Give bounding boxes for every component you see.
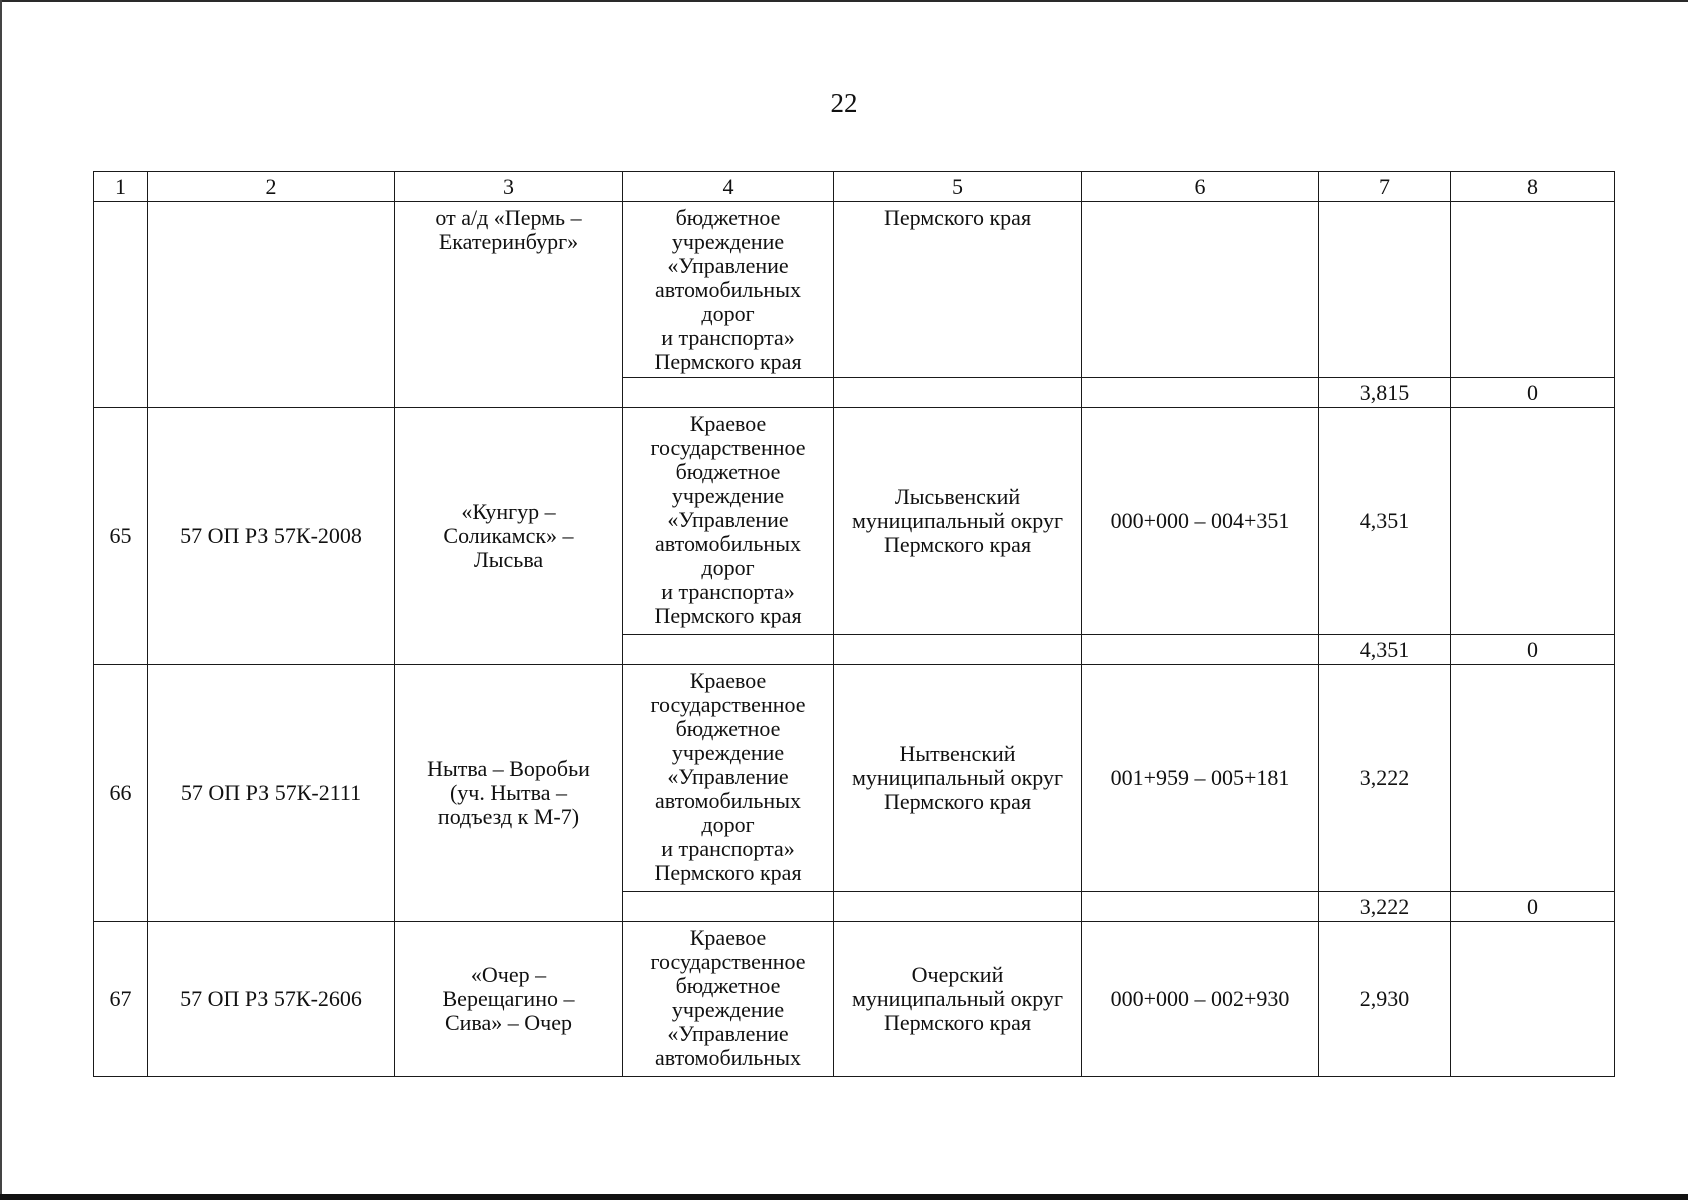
cell-district: Нытвенский муниципальный округ Пермского края bbox=[834, 665, 1082, 892]
cell-length: 3,222 bbox=[1319, 665, 1451, 892]
cell-zero: 0 bbox=[1451, 892, 1615, 922]
cell-code bbox=[148, 202, 395, 408]
column-header: 8 bbox=[1451, 172, 1615, 202]
cell-empty bbox=[1082, 892, 1319, 922]
cell-district: Пермского края bbox=[834, 202, 1082, 378]
column-header: 5 bbox=[834, 172, 1082, 202]
cell-number: 67 bbox=[94, 922, 148, 1077]
cell-code: 57 ОП РЗ 57К-2606 bbox=[148, 922, 395, 1077]
cell-empty bbox=[1082, 635, 1319, 665]
column-header: 2 bbox=[148, 172, 395, 202]
cell-km-range: 000+000 – 002+930 bbox=[1082, 922, 1319, 1077]
cell-subtotal: 4,351 bbox=[1319, 635, 1451, 665]
cell-number: 65 bbox=[94, 408, 148, 665]
cell-empty bbox=[623, 635, 834, 665]
cell-empty bbox=[623, 378, 834, 408]
cell-col8 bbox=[1451, 665, 1615, 892]
cell-km-range bbox=[1082, 202, 1319, 378]
cell-km-range: 000+000 – 004+351 bbox=[1082, 408, 1319, 635]
cell-code: 57 ОП РЗ 57К-2111 bbox=[148, 665, 395, 922]
table-row bbox=[94, 408, 1615, 635]
cell-road-name: Нытва – Воробьи (уч. Нытва – подъезд к М-7) bbox=[395, 665, 623, 922]
cell-organization: Краевое государственное бюджетное учреждение «Управление автомобильных bbox=[623, 922, 834, 1077]
cell-subtotal: 3,815 bbox=[1319, 378, 1451, 408]
cell-subtotal: 3,222 bbox=[1319, 892, 1451, 922]
cell-organization: бюджетное учреждение «Управление автомобильных дорог и транспорта» Пермского края bbox=[623, 202, 834, 378]
cell-empty bbox=[623, 892, 834, 922]
cell-empty bbox=[834, 635, 1082, 665]
cell-empty bbox=[1082, 378, 1319, 408]
cell-district: Лысьвенский муниципальный округ Пермского края bbox=[834, 408, 1082, 635]
cell-km-range: 001+959 – 005+181 bbox=[1082, 665, 1319, 892]
roads-table bbox=[93, 171, 1615, 1077]
cell-road-name: от а/д «Пермь – Екатеринбург» bbox=[395, 202, 623, 408]
header-row bbox=[94, 172, 1615, 202]
table-row bbox=[94, 665, 1615, 892]
cell-length: 2,930 bbox=[1319, 922, 1451, 1077]
cell-organization: Краевое государственное бюджетное учреждение «Управление автомобильных дорог и транспорта» Пермского края bbox=[623, 665, 834, 892]
column-header: 1 bbox=[94, 172, 148, 202]
page-number: 22 bbox=[830, 88, 858, 118]
cell-road-name: «Очер – Верещагино – Сива» – Очер bbox=[395, 922, 623, 1077]
scan-edge-bottom bbox=[0, 1194, 1688, 1200]
scan-edge-top bbox=[0, 0, 1688, 2]
table-row-continued bbox=[94, 202, 1615, 378]
cell-empty bbox=[834, 378, 1082, 408]
cell-col8 bbox=[1451, 922, 1615, 1077]
cell-zero: 0 bbox=[1451, 635, 1615, 665]
scan-edge-left bbox=[0, 0, 2, 1200]
cell-length bbox=[1319, 202, 1451, 378]
cell-number: 66 bbox=[94, 665, 148, 922]
column-header: 6 bbox=[1082, 172, 1319, 202]
column-header: 4 bbox=[623, 172, 834, 202]
cell-length: 4,351 bbox=[1319, 408, 1451, 635]
cell-road-name: «Кунгур – Соликамск» – Лысьва bbox=[395, 408, 623, 665]
cell-col8 bbox=[1451, 202, 1615, 378]
table-row bbox=[94, 922, 1615, 1077]
cell-zero: 0 bbox=[1451, 378, 1615, 408]
cell-code: 57 ОП РЗ 57К-2008 bbox=[148, 408, 395, 665]
cell-organization: Краевое государственное бюджетное учреждение «Управление автомобильных дорог и транспорта» Пермского края bbox=[623, 408, 834, 635]
cell-number bbox=[94, 202, 148, 408]
cell-empty bbox=[834, 892, 1082, 922]
cell-col8 bbox=[1451, 408, 1615, 635]
column-header: 7 bbox=[1319, 172, 1451, 202]
cell-district: Очерский муниципальный округ Пермского края bbox=[834, 922, 1082, 1077]
column-header: 3 bbox=[395, 172, 623, 202]
